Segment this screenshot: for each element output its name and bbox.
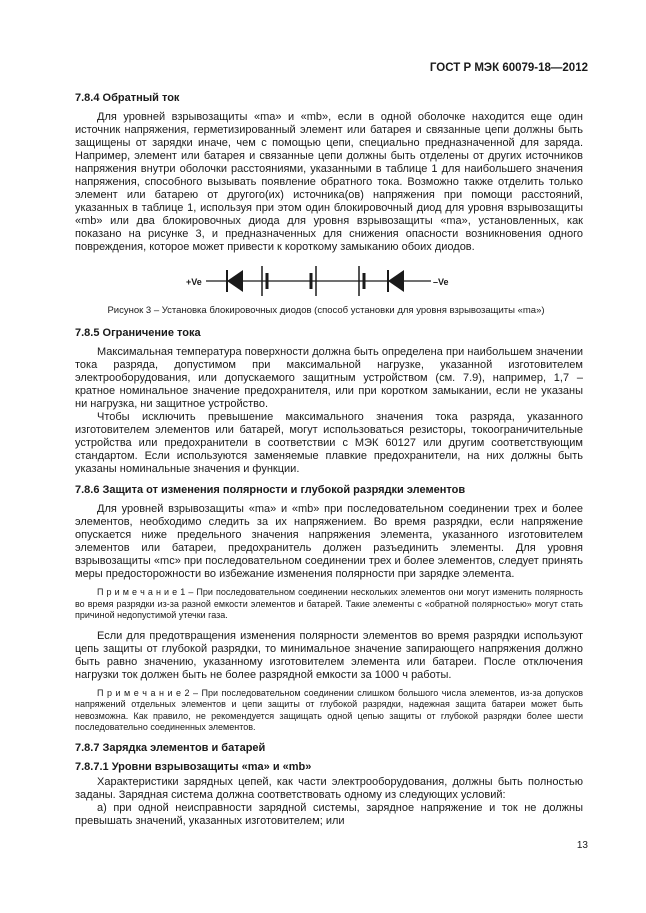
main-content xyxy=(75,92,583,828)
paragraph: Для уровней взрывозащиты «ma» и «mb» при последовательном соединении трех и более элементов, необходимо следить за их напряжением. Во время разрядки, если напряжение опускается ниже предельного значения напряжения элемента, указанного изготовителем элементов или батареи, предохранитель должен разъединить элементы. Для уровня взрывозащиты «mc» при последовательном соединении трех и более элементов, следует принять меры предосторожности во избежание изменения полярности при зарядке элемента. xyxy=(75,503,583,580)
section-heading-7-8-4: 7.8.4 Обратный ток xyxy=(75,92,180,104)
note-1: П р и м е ч а н и е 1 – При последовательном соединении нескольких элементов они могут изменить полярность во время разрядки из-за разной емкости элементов и батарей. Такие элементы с «обратной полярностью» могут стать причиной недопустимой утечки газа. xyxy=(75,587,583,620)
positive-terminal-label: +Ve xyxy=(186,277,202,287)
diode-1-triangle xyxy=(227,270,243,292)
negative-terminal-label: –Ve xyxy=(433,277,449,287)
figure-3-diode-circuit xyxy=(75,262,583,300)
paragraph: Чтобы исключить превышение максимального значения тока разряда, указанного изготовителем элементов или батарей, могут использоваться резисторы, токоограничительные устройства или предохранители в соответствии с МЭК 60127 или другим соответствующим стандартом. Если используются заменяемые плавкие предохранители, на них должны быть указаны номинальные значения и функции. xyxy=(75,411,583,475)
paragraph: Максимальная температура поверхности должна быть определена при наибольшем значении тока разряда, допустимом при максимальной нагрузке, указанной изготовителем электрооборудования, или допускаемого защитным устройством (см. 7.9), например, 1,7 – кратное номинальное значение предохранителя, или при коротком замыкании, если не указаны ни нагрузка, ни защитное устройство. xyxy=(75,346,583,410)
paragraph: Характеристики зарядных цепей, как части электрооборудования, должны быть полностью заданы. Зарядная система должна соответствовать одному из следующих условий: xyxy=(75,775,583,801)
page-number: 13 xyxy=(576,840,588,851)
note-2: П р и м е ч а н и е 2 – При последовательном соединении слишком большого числа элементов, из-за допусков напряжений отдельных элементов и цепи защиты от глубокой разрядки, надежная защита батареи может быть невозможна. Как правило, не рекомендуется защищать одной цепью защиты от глубокой разрядки более шести последовательно соединенных элементов. xyxy=(75,687,583,732)
paragraph: Если для предотвращения изменения полярности элементов во время разрядки используют цепь защиты от глубокой разрядки, то минимальное значение запирающего напряжения должно быть равно значению, указанному изготовителем элемента или батареи. После отключения нагрузки ток должен быть не более разрядной емкости за 1000 ч работы. xyxy=(75,629,583,681)
subsection-heading-7-8-7-1: 7.8.7.1 Уровни взрывозащиты «ma» и «mb» xyxy=(75,760,312,773)
standard-header: ГОСТ Р МЭК 60079-18—2012 xyxy=(429,62,588,74)
paragraph: Для уровней взрывозащиты «ma» и «mb», если в одной оболочке находится еще один источник напряжения, герметизированный элемент или батарея и связанные цепи должны быть защищены от зарядки иначе, чем с помощью цепи, специально предназначенной для заряда. Например, элемент или батарея и связанные цепи должны быть отделены от других источников напряжения внутри оболочки расстояниями, указанными в таблице 1 для наибольшего значения напряжения, способного вызывать появление обратного тока. Возможно также отделить только элемент или батарею от другого(их) источника(ов) напряжения при помощи расстояний, указанных в таблице 1, используя при этом один блокировочный диод для уровня взрывозащиты «mb» или два блокировочных диода для уровня взрывозащиты «ma», установленных, как показано на рисунке 3, и предназначенных для снижения опасности возникновения одного повреждения, которое может привести к короткому замыканию обоих диодов. xyxy=(75,111,583,253)
section-heading-7-8-6: 7.8.6 Защита от изменения полярности и глубокой разрядки элементов xyxy=(75,484,466,496)
diode-circuit-diagram xyxy=(75,262,583,300)
diode-2-triangle xyxy=(388,270,404,292)
section-heading-7-8-7: 7.8.7 Зарядка элементов и батарей xyxy=(75,741,266,754)
list-item-a: а) при одной неисправности зарядной системы, зарядное напряжение и ток не должны превышать значений, указанных изготовителем; или xyxy=(75,801,583,827)
figure-caption: Рисунок 3 – Установка блокировочных диодов (способ установки для уровня взрывозащиты «ma») xyxy=(107,305,545,316)
section-heading-7-8-5: 7.8.5 Ограничение тока xyxy=(75,327,201,339)
